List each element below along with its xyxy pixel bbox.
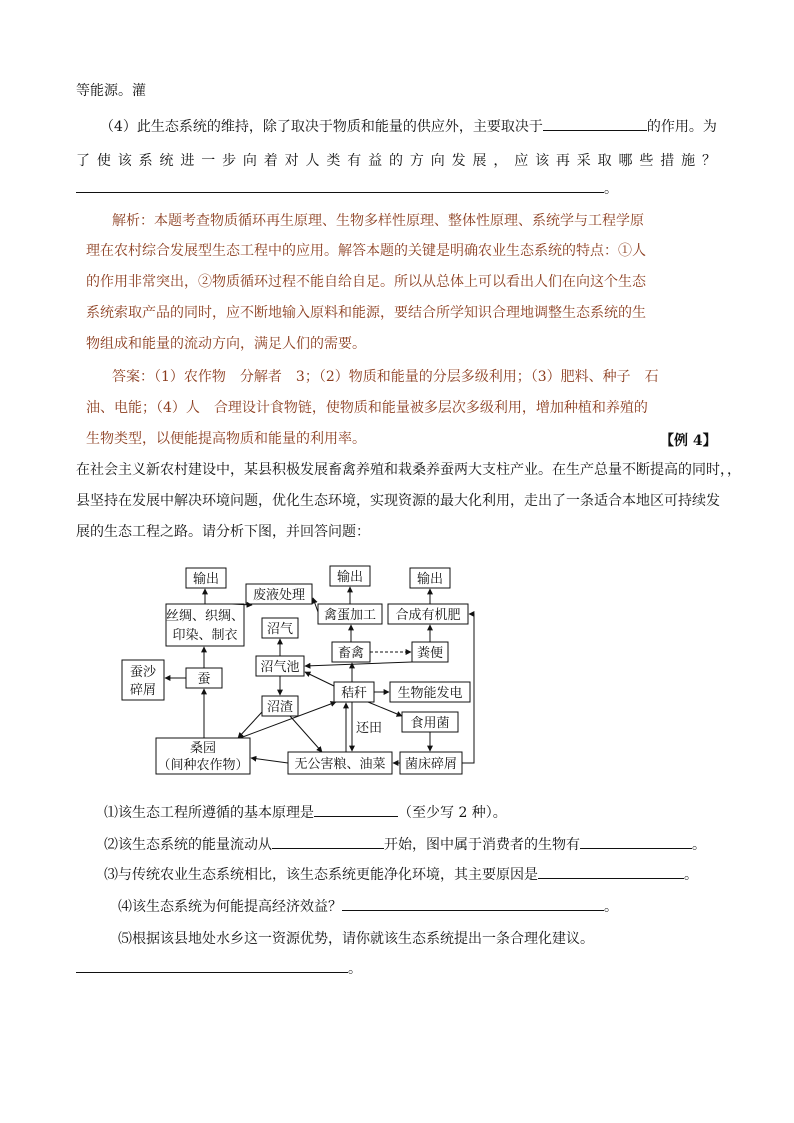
q2-text-2: 开始，图中属于消费者的生物有 [384, 837, 580, 853]
manure-label: 粪便 [416, 646, 444, 661]
bed-waste-label: 菌床碎屑 [404, 757, 458, 772]
silk-label-1: 丝绸、织绸、 [165, 609, 245, 624]
biogas-label: 沼气 [266, 622, 294, 637]
example-label: 【例 4】 [660, 433, 717, 449]
q4-text-pre: （4）此生态系统的维持，除了取决于物质和能量的供应外，主要取决于 [100, 119, 543, 135]
q1-blank[interactable] [314, 802, 398, 817]
intro-line-3: 展的生态工程之路。请分析下图，并回答问题： [76, 524, 370, 540]
intro-line-2: 县坚持在发展中解决环境问题，优化生态环境，实现资源的最大化利用，走出了一条适合本地区可持续发 [76, 493, 720, 509]
q2-blank-2[interactable] [580, 834, 692, 849]
question-5-answer-line [76, 958, 362, 978]
output-label-2: 输出 [336, 570, 364, 585]
residue-label: 沼渣 [266, 700, 294, 715]
silkworm-label: 蚕 [197, 672, 211, 687]
q3-end: 。 [684, 867, 698, 883]
silkworm-waste-label-2: 碎屑 [129, 683, 157, 698]
q4-blank-1[interactable] [543, 116, 647, 131]
question-4-line-1 [100, 116, 717, 136]
q1-note: （至少写 2 种）。 [398, 805, 507, 821]
question-3 [104, 864, 698, 884]
question-2 [104, 834, 706, 854]
q1-text: ⑴该生态工程所遵循的基本原理是 [104, 805, 314, 821]
q4-text-post: 的作用。为 [646, 119, 717, 135]
fertilizer-label: 合成有机肥 [395, 608, 461, 623]
mulberry-label-2: （间种农作物） [157, 758, 249, 773]
analysis-line-5: 物组成和能量的流动方向，满足人们的需要。 [86, 336, 366, 352]
q5-blank[interactable] [76, 958, 348, 973]
eco-engineering-diagram [118, 562, 488, 788]
q3-blank[interactable] [538, 864, 684, 879]
output-label-3: 输出 [416, 572, 444, 587]
q4b-text: ⑷该生态系统为何能提高经济效益？ [118, 899, 342, 915]
straw-label: 秸秆 [340, 686, 368, 701]
poultry-processing-label: 禽蛋加工 [323, 608, 377, 623]
waste-water-label: 废液处理 [252, 588, 306, 603]
q4b-end: 。 [604, 899, 618, 915]
answer-line-2: 油、电能；（4）人 合理设计食物链，使物质和能量被多层次多级利用，增加种植和养殖的 [86, 400, 648, 416]
analysis-line-2: 理在农村综合发展型生态工程中的应用。解答本题的关键是明确农业生态系统的特点：①人 [86, 243, 646, 259]
question-5: ⑸根据该县地处水乡这一资源优势，请你就该生态系统提出一条合理化建议。 [118, 931, 594, 947]
q4-blank-2[interactable] [76, 178, 604, 193]
answer-line-3: 生物类型，以便能提高物质和能量的利用率。 [86, 431, 366, 447]
q3-text: ⑶与传统农业生态系统相比，该生态系统更能净化环境，其主要原因是 [104, 867, 538, 883]
q2-text-1: ⑵该生态系统的能量流动从 [104, 837, 272, 853]
mulberry-label-1: 桑园 [189, 741, 217, 756]
analysis-line-1: 解析：本题考查物质循环再生原理、生物多样性原理、整体性原理、系统学与工程学原 [112, 213, 644, 229]
return-field-label: 还田 [356, 721, 383, 736]
continuation-line: 等能源。灌 [76, 83, 146, 99]
question-4-line-3 [76, 178, 618, 198]
question-4 [118, 896, 618, 916]
power-label: 生物能发电 [397, 686, 463, 701]
analysis-line-3: 的作用非常突出，②物质循环过程不能自给自足。所以从总体上可以看出人们在向这个生态 [86, 274, 646, 290]
silkworm-waste-label-1: 蚕沙 [129, 665, 157, 680]
answer-line-1: 答案：（1）农作物 分解者 3；（2）物质和能量的分层多级利用；（3）肥料、种子 石 [112, 369, 659, 385]
q5-end: 。 [348, 961, 362, 977]
q2-blank-1[interactable] [272, 834, 384, 849]
q2-end: 。 [692, 837, 706, 853]
question-4-line-2: 了使该系统进一步向着对人类有益的方向发展，应该再采取哪些措施？ [76, 153, 716, 169]
output-label-1: 输出 [192, 572, 220, 587]
silk-label-2: 印染、制衣 [172, 628, 238, 643]
analysis-line-4: 系统索取产品的同时，应不断地输入原料和能源，要结合所学知识合理地调整生态系统的生 [86, 305, 646, 321]
livestock-label: 畜禽 [337, 646, 365, 661]
question-1 [104, 802, 507, 822]
q4b-blank[interactable] [342, 896, 604, 911]
grain-label: 无公害粮、油菜 [294, 757, 386, 772]
intro-line-1: 在社会主义新农村建设中，某县积极发展畜禽养殖和栽桑养蚕两大支柱产业。在生产总量不断提高的同时，， [76, 462, 741, 478]
mushroom-label: 食用菌 [410, 716, 450, 731]
digester-label: 沼气池 [260, 660, 300, 675]
q4-end: 。 [604, 181, 618, 197]
